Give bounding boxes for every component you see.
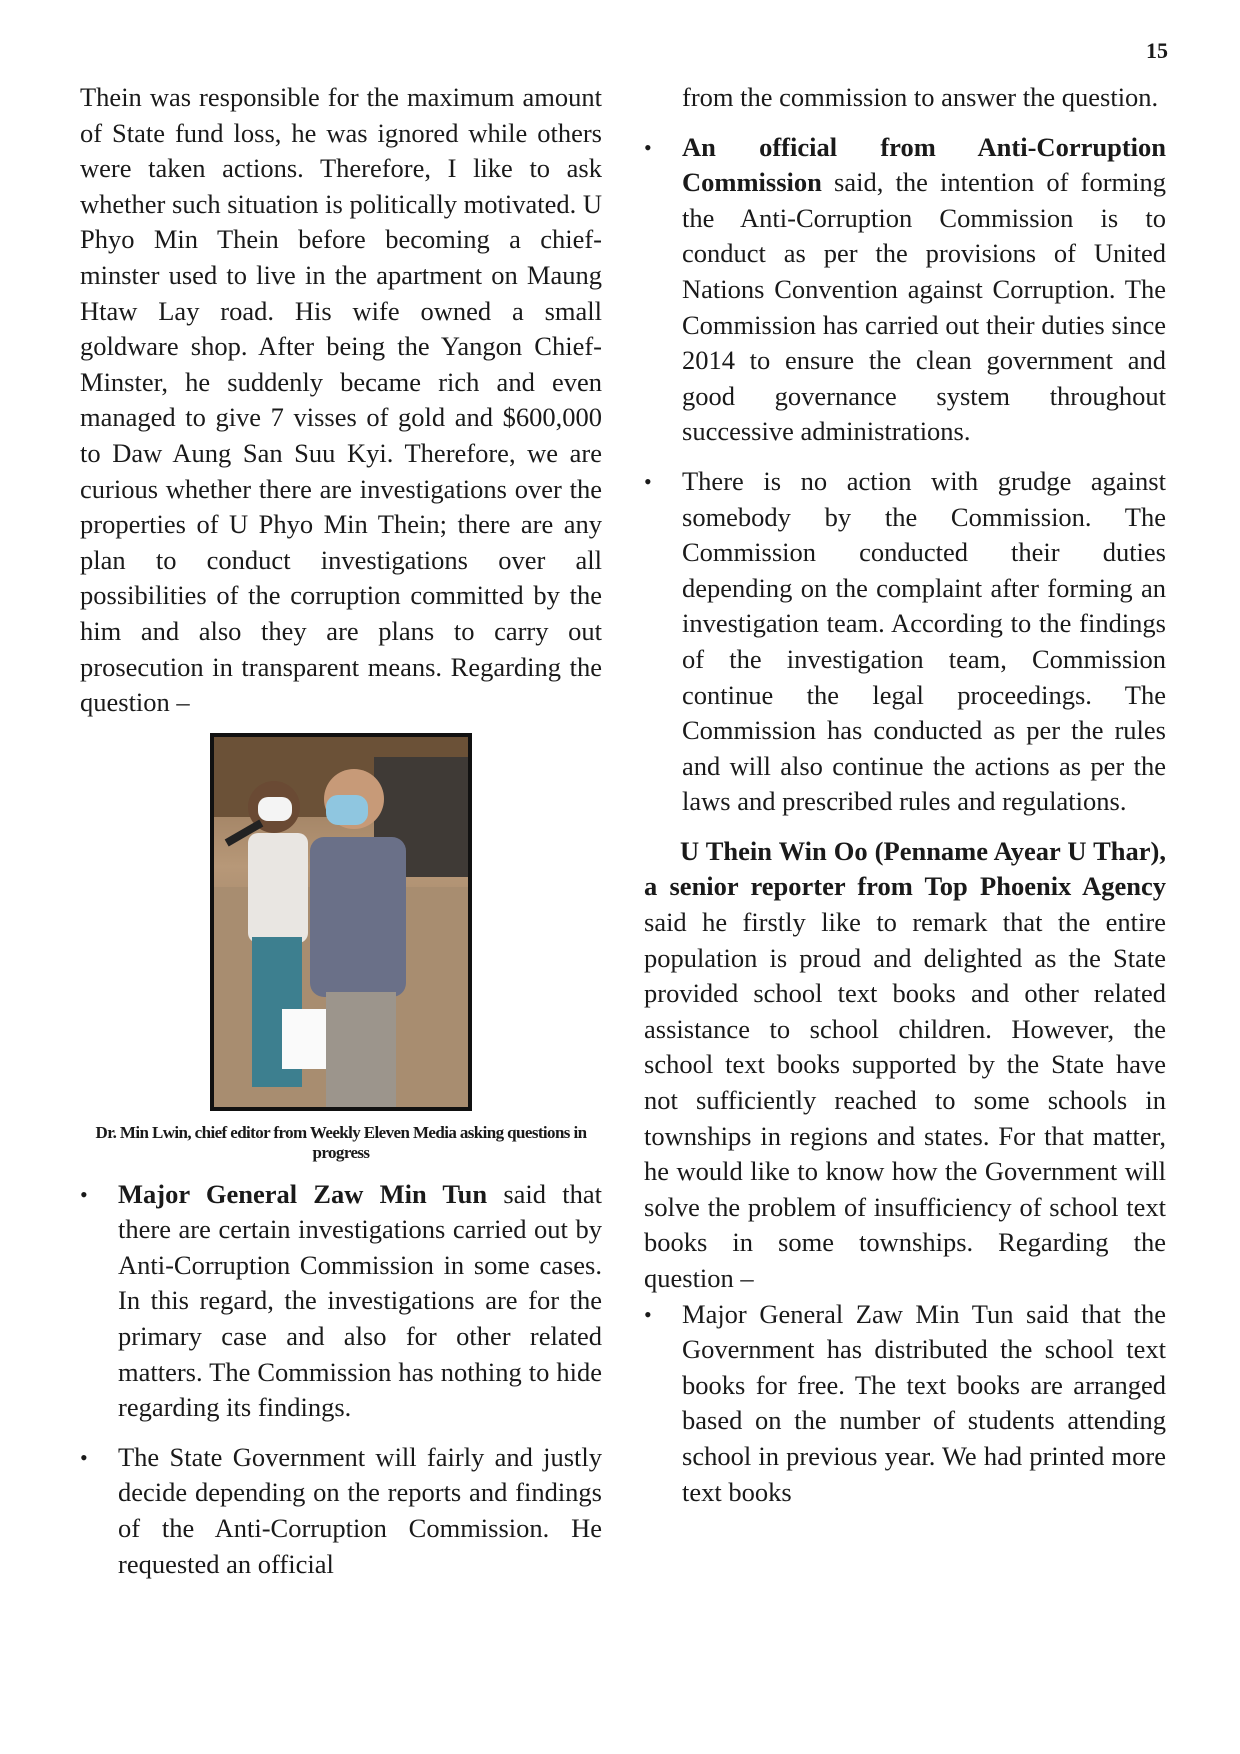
bullet-list-right-bottom [644,1297,1166,1511]
list-item [644,464,1166,820]
press-conference-photo [210,733,472,1111]
speaker-name: Major General Zaw Min Tun [118,1178,488,1209]
list-item [80,1440,602,1582]
bullet-list-right-top [644,80,1166,820]
bullet-text: The State Government will fairly and justly decide depending on the reports and findings of the Anti-Corruption Commission. He requested an official [118,1441,602,1579]
photo-caption: Dr. Min Lwin, chief editor from Weekly Eleven Media asking questions in progress [95,1122,587,1162]
bullet-list-left [80,1177,602,1583]
left-column [80,80,602,1596]
reporter-paragraph [644,834,1166,1297]
list-item [644,130,1166,450]
intro-paragraph: Thein was responsible for the maximum amount of State fund loss, he was ignored while others were taken actions. Therefore, I like to ask whether such situation is politically motivated. U Phyo Min Thein before becoming a chief-minster used to live in the apartment on Maung Htaw Lay road. His wife owned a small goldware shop. After being the Yangon Chief-Minster, he suddenly became rich and even managed to give 7 visses of gold and $600,000 to Daw Aung San Suu Kyi. Therefore, we are curious whether there are investigations over the properties of U Phyo Min Thein; there are any plan to conduct investigations over all possibilities of the corruption committed by the him and also they are plans to carry out prosecution in transparent means. Regarding the question – [80,82,602,718]
photo-illustration-icon [214,737,468,1107]
bullet-text: There is no action with grudge against somebody by the Commission. The Commission conducted their duties depending on the complaint after forming an investigation team. According to the findings of the investigation team, Commission continue the legal proceedings. The Commission has conducted as per the rules and will also continue the actions as per the laws and prescribed rules and regulations. [682,465,1166,817]
speaker-name: An official from Anti-Corruption Commission [682,131,1166,198]
bullet-text: said that there are certain investigations carried out by Anti-Corruption Commission in some cases. In this regard, the investigations are for the primary case and also for other related matters. The Commission has nothing to hide regarding its findings. [118,1178,602,1423]
list-item [644,1297,1166,1511]
right-column [644,80,1166,1524]
continuation-text: from the commission to answer the question. [682,82,1159,112]
paragraph-text: said he firstly like to remark that the entire population is proud and delighted as the State provided school text books and other related assistance to school children. However, the school text books supported by the State have not sufficiently reached to some schools in townships in regions and states. For that matter, he would like to know how the Government will solve the problem of insufficiency of school text books in some townships. Regarding the question – [644,907,1166,1293]
page-number: 15 [1146,38,1168,63]
bullet-text: Major General Zaw Min Tun said that the Government has distributed the school text books for free. The text books are arranged based on the number of students attending school in previous year. We had printed more text books [682,1298,1166,1507]
list-item-continuation [644,80,1166,116]
figure [80,733,602,1163]
bullet-text: said, the intention of forming the Anti-Corruption Commission is to conduct as per the provisions of United Nations Convention against Corruption. The Commission has carried out their duties since 2014 to ensure the clean government and good governance system throughout successive administrations. [682,167,1166,447]
list-item [80,1177,602,1426]
reporter-name: U Thein Win Oo (Penname Ayear U Thar), a senior reporter from Top Phoenix Agency [644,835,1166,902]
